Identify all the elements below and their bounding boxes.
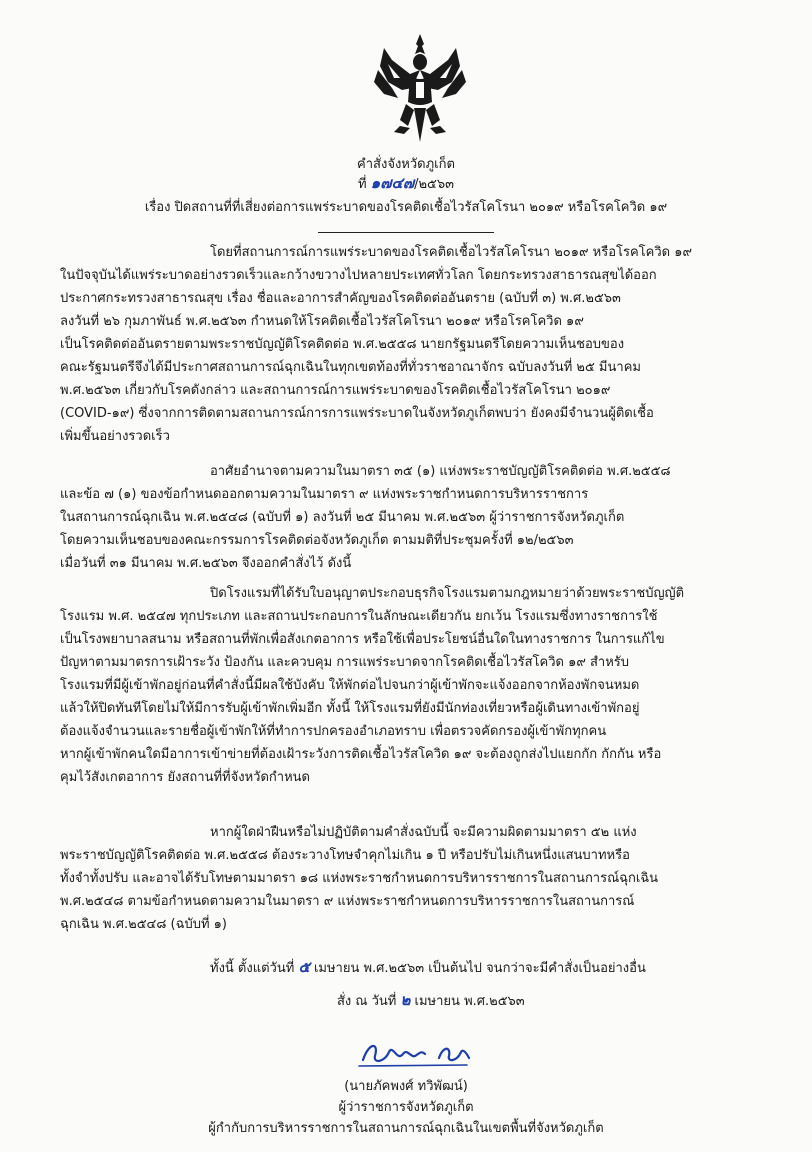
paragraph-authority [60,460,754,575]
paragraph-line: หากผู้ใดฝ่าฝืนหรือไม่ปฏิบัติตามคำสั่งฉบับนี้ จะมีความผิดตามมาตรา ๕๒ แห่ง [210,825,637,840]
paragraph-line: คุมไว้สังเกตอาการ ยังสถานที่ที่จังหวัดกำหนด [60,770,310,785]
ordered-day-handwritten: ๒ [400,991,411,1009]
paragraph-line: โรงแรมที่มีผู้เข้าพักอยู่ก่อนที่คำสั่งนี้มีผลใช้บังคับ ให้พักต่อไปจนกว่าผู้เข้าพักจะแจ้งออกจากห้องพักจนหมด [60,678,640,693]
order-number-prefix: ที่ [357,177,367,192]
paragraph-line: ประกาศกระทรวงสาธารณสุข เรื่อง ชื่อและอาการสำคัญของโรคติดต่ออันตราย (ฉบับที่ ๓) พ.ศ.๒๕๖๓ [60,291,621,306]
paragraph-line: โดยความเห็นชอบของคณะกรรมการโรคติดต่อจังหวัดภูเก็ต ตามมติที่ประชุมครั้งที่ ๑๒/๒๕๖๓ [60,533,574,548]
effective-day-handwritten: ๕ [298,958,310,976]
signatory-role: ผู้กำกับการบริหารราชการในสถานการณ์ฉุกเฉินในเขตพื้นที่จังหวัดภูเก็ต [208,1121,604,1136]
order-number [0,174,812,194]
ordered-date-prefix: สั่ง ณ วันที่ [337,994,397,1009]
effective-date-suffix: เมษายน พ.ศ.๒๕๖๓ เป็นต้นไป จนกว่าจะมีคำสั่งเป็นอย่างอื่น [313,961,646,976]
paragraph-line: ในสถานการณ์ฉุกเฉิน พ.ศ.๒๕๔๘ (ฉบับที่ ๑) ลงวันที่ ๒๕ มีนาคม พ.ศ.๒๕๖๓ ผู้ว่าราชการจังหวัดภูเก็ต [60,510,625,525]
paragraph-line: แล้วให้ปิดทันทีโดยไม่ให้มีการรับผู้เข้าพักเพิ่มอีก ทั้งนี้ ให้โรงแรมที่ยังมีนักท่องเที่ยวหรือผู้เดินทางเข้าพักอยู่ [60,701,640,716]
paragraph-line: หากผู้เข้าพักคนใดมีอาการเข้าข่ายที่ต้องเฝ้าระวังการติดเชื้อไวรัสโควิด ๑๙ จะต้องถูกส่งไปแยกกัก กักกัน หรือ [60,747,662,762]
paragraph-line: คณะรัฐมนตรีจึงได้มีประกาศสถานการณ์ฉุกเฉินในทุกเขตท้องที่ทั่วราชอาณาจักร ฉบับลงวันที่ ๒๕ มีนาคม [60,360,641,375]
ordered-date-suffix: เมษายน พ.ศ.๒๕๖๓ [414,994,525,1009]
paragraph-line: ในปัจจุบันได้แพร่ระบาดอย่างรวดเร็วและกว้างขวางไปหลายประเทศทั่วโลก โดยกระทรวงสาธารณสุขได้ออก [60,268,657,283]
paragraph-background [60,241,754,448]
paragraph-line: อาศัยอำนาจตามความในมาตรา ๓๕ (๑) แห่งพระราชบัญญัติโรคติดต่อ พ.ศ.๒๕๕๘ [210,464,671,479]
order-number-suffix: /๒๕๖๓ [414,177,455,192]
paragraph-line: ต้องแจ้งจำนวนและรายชื่อผู้เข้าพักให้ที่ทำการปกครองอำเภอทราบ เพื่อตรวจคัดกรองผู้เข้าพักทุกคน [60,724,607,739]
paragraph-line: (COVID-๑๙) ซึ่งจากการติดตามสถานการณ์การการแพร่ระบาดในจังหวัดภูเก็ตพบว่า ยังคงมีจำนวนผู้ติดเชื้อ [60,406,654,421]
divider-line [318,232,494,233]
paragraph-penalty [60,821,754,936]
paragraph-line: ฉุกเฉิน พ.ศ.๒๕๔๘ (ฉบับที่ ๑) [60,917,227,932]
signatory-name: (นายภัคพงศ์ ทวิพัฒน์) [344,1079,468,1094]
order-subject: เรื่อง ปิดสถานที่ที่เสี่ยงต่อการแพร่ระบาดของโรคติดเชื้อไวรัสโคโรนา ๒๐๑๙ หรือโรคโควิด ๑๙ [144,200,668,215]
paragraph-line: พ.ศ.๒๕๖๓ เกี่ยวกับโรคดังกล่าว และสถานการณ์การแพร่ระบาดของโรคติดเชื้อไวรัสโคโรนา ๒๐๑๙ [60,383,611,398]
paragraph-line: ปิดโรงแรมที่ได้รับใบอนุญาตประกอบธุรกิจโรงแรมตามกฎหมายว่าด้วยพระราชบัญญัติ [210,586,685,601]
paragraph-line: เมื่อวันที่ ๓๑ มีนาคม พ.ศ.๒๕๖๓ จึงออกคำสั่งไว้ ดังนี้ [60,556,352,571]
paragraph-hotel-closure [60,582,754,789]
paragraph-line: พระราชบัญญัติโรคติดต่อ พ.ศ.๒๕๕๘ ต้องระวางโทษจำคุกไม่เกิน ๑ ปี หรือปรับไม่เกินหนึ่งแสนบาทหรือ [60,848,630,863]
ordered-date [337,991,525,1011]
order-number-handwritten: ๑๗๔๗ [370,174,415,192]
paragraph-line: ลงวันที่ ๒๖ กุมภาพันธ์ พ.ศ.๒๕๖๓ กำหนดให้โรคติดเชื้อไวรัสโคโรนา ๒๐๑๙ หรือโรคโควิด ๑๙ [60,314,584,329]
paragraph-line: ปัญหาตามมาตรการเฝ้าระวัง ป้องกัน และควบคุม การแพร่ระบาดจากโรคติดเชื้อไวรัสโควิด ๑๙ สำหรับ [60,655,630,670]
paragraph-line: และข้อ ๗ (๑) ของข้อกำหนดออกตามความในมาตรา ๙ แห่งพระราชกำหนดการบริหารราชการ [60,487,589,502]
paragraph-line: โดยที่สถานการณ์การแพร่ระบาดของโรคติดเชื้อไวรัสโคโรนา ๒๐๑๙ หรือโรคโควิด ๑๙ [210,245,692,260]
paragraph-line: โรงแรม พ.ศ. ๒๕๔๗ ทุกประเภท และสถานประกอบการในลักษณะเดียวกัน ยกเว้น โรงแรมซึ่งทางราชการใช้ [60,609,658,624]
paragraph-line: พ.ศ.๒๕๔๘ ตามข้อกำหนดตามความในมาตรา ๙ แห่งพระราชกำหนดการบริหารราชการในสถานการณ์ [60,894,635,909]
effective-date [210,958,646,978]
signatory-position: ผู้ว่าราชการจังหวัดภูเก็ต [338,1100,474,1115]
order-title: คำสั่งจังหวัดภูเก็ต [357,157,455,172]
paragraph-line: เป็นโรงพยาบาลสนาม หรือสถานที่พักเพื่อสังเกตอาการ หรือใช้เพื่อประโยชน์อื่นใดในทางราชการ ในการแก้ไข [60,632,665,647]
effective-date-prefix: ทั้งนี้ ตั้งแต่วันที่ [210,961,295,976]
paragraph-line: เพิ่มขึ้นอย่างรวดเร็ว [60,429,170,444]
paragraph-line: ทั้งจำทั้งปรับ และอาจได้รับโทษตามมาตรา ๑๘ แห่งพระราชกำหนดการบริหารราชการในสถานการณ์ฉุกเฉิน [60,871,659,886]
handwritten-signature [355,1032,475,1072]
paragraph-line: เป็นโรคติดต่ออันตรายตามพระราชบัญญัติโรคติดต่อ พ.ศ.๒๕๕๘ นายกรัฐมนตรีโดยความเห็นชอบของ [60,337,625,352]
garuda-emblem-icon [370,30,470,150]
